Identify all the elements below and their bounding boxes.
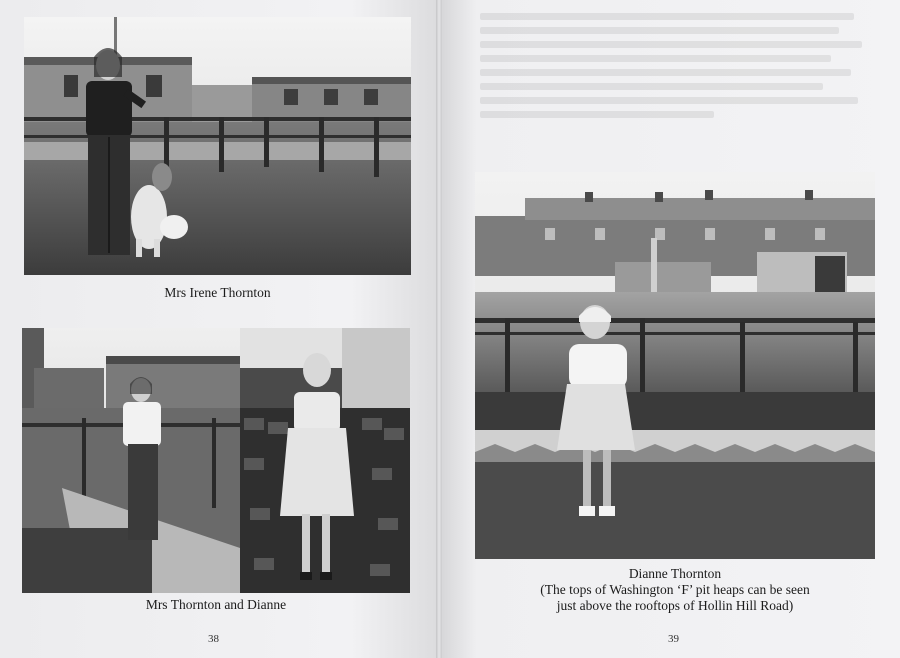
photo-irene-with-dog xyxy=(24,17,411,275)
page-number-right: 39 xyxy=(668,633,679,645)
page-number-left: 38 xyxy=(208,633,219,645)
caption-dianne-line1: (The tops of Washington ‘F’ pit heaps can be seen xyxy=(540,582,810,597)
caption-dianne-name: Dianne Thornton xyxy=(628,566,722,581)
bleed-through-text xyxy=(480,6,870,176)
photo-thornton-and-dianne xyxy=(22,328,410,593)
caption-thornton-dianne: Mrs Thornton and Dianne xyxy=(145,597,287,612)
photo-dianne xyxy=(475,172,875,559)
caption-irene: Mrs Irene Thornton xyxy=(164,285,271,300)
book-gutter xyxy=(436,0,442,658)
caption-dianne-line2: just above the rooftops of Hollin Hill Road) xyxy=(556,598,794,613)
